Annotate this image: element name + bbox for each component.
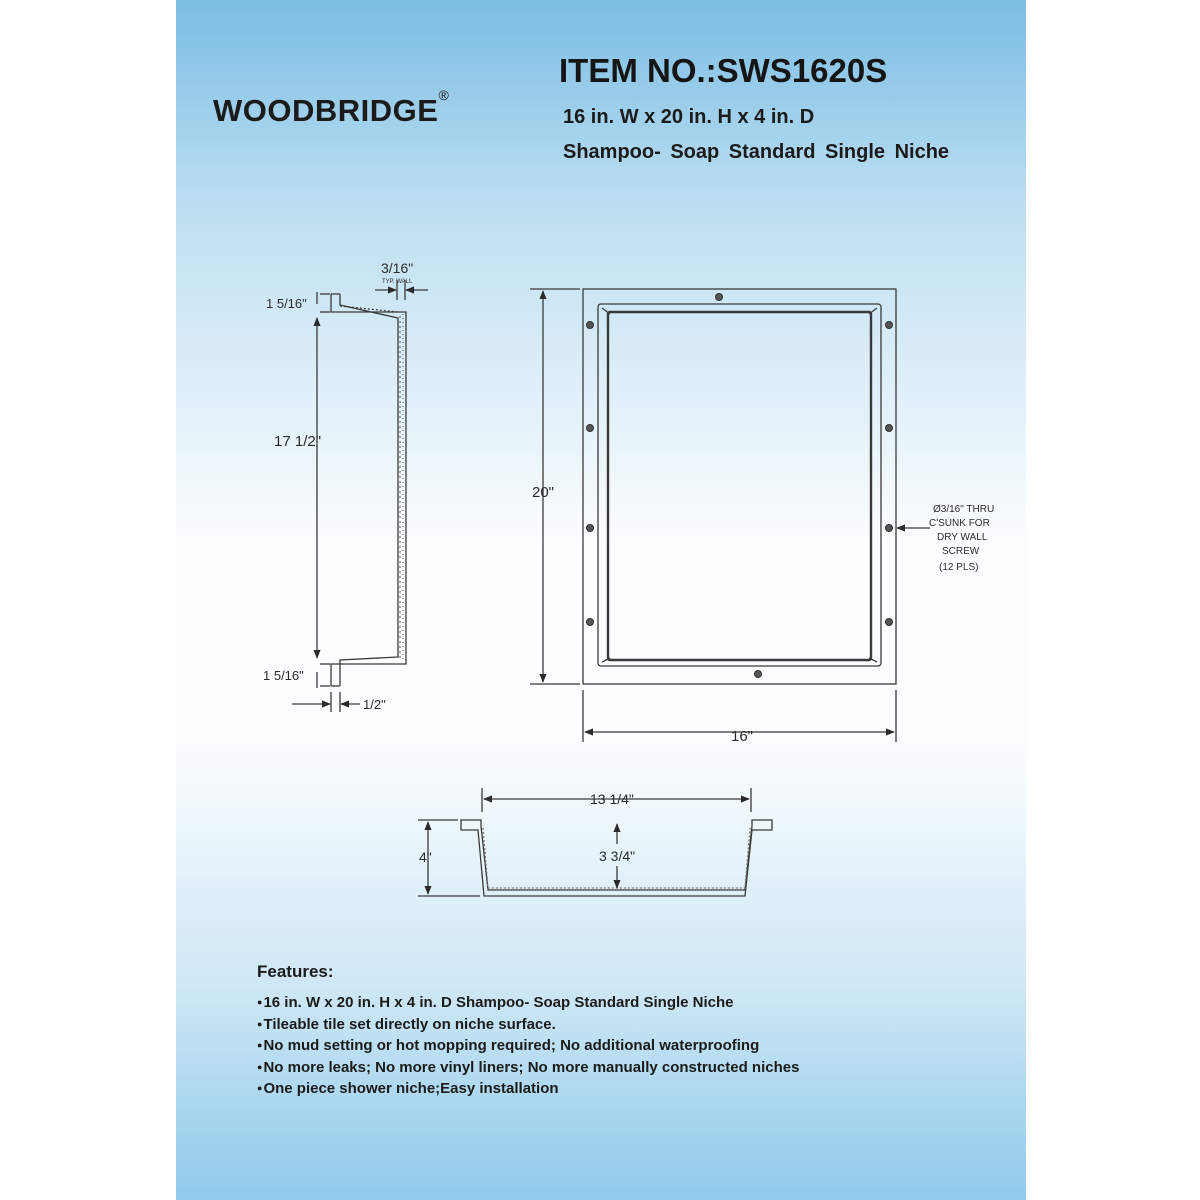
- side-view: [292, 280, 428, 712]
- inner-height-label: 17 1/2": [274, 433, 322, 450]
- hole-note-line: (12 PLS): [939, 562, 979, 573]
- screw-hole-icon: [716, 294, 723, 301]
- section-outer-depth-label: 4": [419, 849, 432, 865]
- section-inner-depth-label: 3 3/4": [599, 848, 636, 864]
- features-title: Features:: [257, 962, 334, 981]
- hole-note-line: DRY WALL: [937, 532, 988, 543]
- screw-hole-icon: [755, 671, 762, 678]
- feature-item: ● No more leaks; No more vinyl liners; No more manually constructed niches: [257, 1057, 799, 1079]
- screw-hole-icon: [886, 425, 893, 432]
- section-inner-width-label: 13 1/4": [590, 791, 634, 807]
- hole-note-line: C'SUNK FOR: [929, 518, 990, 529]
- screw-hole-icon: [587, 525, 594, 532]
- feature-item: ● Tileable tile set directly on niche surface.: [257, 1014, 799, 1036]
- hole-note-line: Ø3/16" THRU: [933, 504, 995, 515]
- product-description: Shampoo- Soap Standard Single Niche: [563, 141, 950, 163]
- features-list: [257, 992, 799, 1100]
- feature-item: ● 16 in. W x 20 in. H x 4 in. D Shampoo- Soap Standard Single Niche: [257, 992, 799, 1014]
- niche-opening-outer: [598, 304, 881, 666]
- hole-note: [929, 504, 997, 573]
- item-number: ITEM NO.:SWS1620S: [559, 52, 888, 89]
- side-view-profile: [331, 294, 406, 686]
- front-height-label: 20": [532, 484, 555, 501]
- outer-flange: [583, 289, 896, 684]
- front-view: [530, 289, 930, 742]
- screw-hole-icon: [587, 619, 594, 626]
- feature-item: ● One piece shower niche;Easy installation: [257, 1078, 799, 1100]
- brand-name: WOODBRIDGE: [213, 93, 439, 128]
- product-size: 16 in. W x 20 in. H x 4 in. D: [563, 106, 815, 128]
- bottom-flange-label: 1 5/16": [263, 668, 304, 683]
- top-flange-label: 1 5/16": [266, 296, 307, 311]
- screw-hole-icon: [587, 322, 594, 329]
- screw-holes: [587, 294, 893, 678]
- screw-hole-icon: [587, 425, 594, 432]
- wall-thickness-label: 3/16": [381, 260, 414, 276]
- wall-note-label: TYP. WALL: [382, 279, 413, 285]
- screw-hole-icon: [886, 525, 893, 532]
- niche-opening-inner: [608, 312, 871, 660]
- flange-depth-label: 1/2": [363, 697, 386, 712]
- feature-item: ● No mud setting or hot mopping required; No additional waterproofing: [257, 1035, 799, 1057]
- registered-mark: ®: [438, 87, 450, 103]
- features-section: [257, 962, 799, 1100]
- hole-note-line: SCREW: [942, 546, 980, 557]
- front-width-label: 16": [731, 728, 754, 745]
- screw-hole-icon: [886, 322, 893, 329]
- screw-hole-icon: [886, 619, 893, 626]
